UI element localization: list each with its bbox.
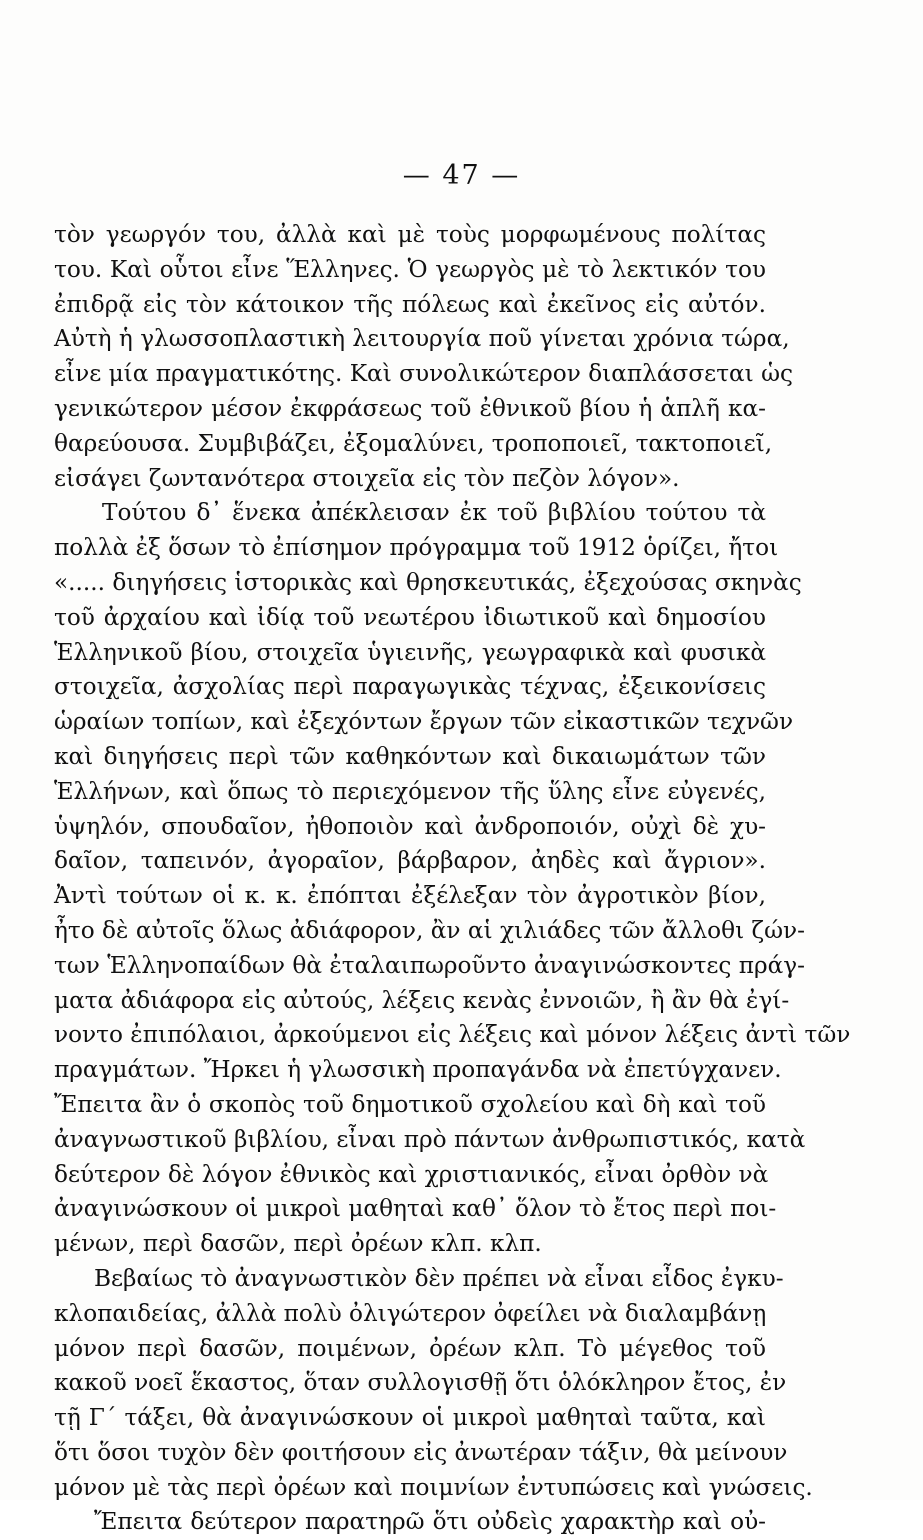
text-line: νοντο ἐπιπόλαιοι, ἀρκούμενοι εἰς λέξεις καὶ μόνον λέξεις ἀντὶ τῶν bbox=[54, 1021, 851, 1049]
page-number: — 47 — bbox=[402, 160, 521, 191]
body-text bbox=[54, 218, 851, 1540]
text-line: κλοπαιδείας, ἀλλὰ πολὺ ὀλιγώτερον ὀφείλει νὰ διαλαμβάνῃ bbox=[54, 1299, 767, 1327]
text-line: Ἀντὶ τούτων οἱ κ. κ. ἐπόπται ἐξέλεξαν τὸν ἀγροτικὸν βίον, bbox=[54, 882, 766, 910]
text-line: των Ἑλληνοπαίδων θὰ ἐταλαιπωροῦντο ἀναγινώσκοντες πράγ- bbox=[54, 951, 805, 979]
text-line: ματα ἀδιάφορα εἰς αὐτούς, λέξεις κενὰς ἐννοιῶν, ἢ ἂν θὰ ἐγί- bbox=[54, 986, 790, 1014]
text-line: πολλὰ ἐξ ὅσων τὸ ἐπίσημον πρόγραμμα τοῦ 1912 ὁρίζει, ἤτοι bbox=[54, 534, 779, 562]
text-line: Αὐτὴ ἡ γλωσσοπλαστικὴ λειτουργία ποῦ γίνεται χρόνια τώρα, bbox=[54, 325, 790, 353]
text-line: δεύτερον δὲ λόγον ἐθνικὸς καὶ χριστιανικός, εἶναι ὀρθὸν νὰ bbox=[54, 1160, 769, 1188]
text-line: γενικώτερον μέσον ἐκφράσεως τοῦ ἐθνικοῦ βίου ἡ ἁπλῆ κα- bbox=[54, 394, 766, 422]
text-line: τοῦ ἀρχαίου καὶ ἰδίᾳ τοῦ νεωτέρου ἰδιωτικοῦ καὶ δημοσίου bbox=[54, 603, 766, 631]
text-line: κακοῦ νοεῖ ἕκαστος, ὅταν συλλογισθῇ ὅτι ὁλόκληρον ἔτος, ἐν bbox=[54, 1369, 787, 1397]
text-line: ὑψηλόν, σπουδαῖον, ἠθοποιὸν καὶ ἀνδροποιόν, οὐχὶ δὲ χυ- bbox=[54, 812, 766, 840]
text-line: ὡραίων τοπίων, καὶ ἐξεχόντων ἔργων τῶν εἰκαστικῶν τεχνῶν bbox=[54, 708, 794, 736]
text-line: Ἑλληνικοῦ βίου, στοιχεῖα ὑγιεινῆς, γεωγραφικὰ καὶ φυσικὰ bbox=[54, 638, 766, 666]
text-line: τὸν γεωργόν του, ἀλλὰ καὶ μὲ τοὺς μορφωμένους πολίτας bbox=[54, 221, 766, 248]
text-line: ἀναγνωστικοῦ βιβλίου, εἶναι πρὸ πάντων ἀνθρωπιστικός, κατὰ bbox=[54, 1125, 806, 1153]
text-line: του. Καὶ οὗτοι εἶνε Ἕλληνες. Ὁ γεωργὸς μὲ τὸ λεκτικόν του bbox=[54, 255, 766, 283]
text-line: Τούτου δ᾽ ἕνεκα ἀπέκλεισαν ἐκ τοῦ βιβλίου τούτου τὰ bbox=[102, 499, 766, 527]
text-line: ἦτο δὲ αὐτοῖς ὅλως ἀδιάφορον, ἂν αἱ χιλιάδες τῶν ἄλλοθι ζών- bbox=[54, 916, 805, 944]
text-line: μένων, περὶ δασῶν, περὶ ὀρέων κλπ. κλπ. bbox=[54, 1230, 542, 1258]
text-line: μόνον περὶ δασῶν, ποιμένων, ὀρέων κλπ. Τὸ μέγεθος τοῦ bbox=[54, 1334, 766, 1362]
text-line: πραγμάτων. Ἤρκει ἡ γλωσσικὴ προπαγάνδα νὰ ἐπετύγχανεν. bbox=[54, 1056, 782, 1084]
text-line: εἶνε μία πραγματικότης. Καὶ συνολικώτερον διαπλάσσεται ὡς bbox=[54, 360, 794, 388]
text-line: τῇ Γ΄ τάξει, θὰ ἀναγινώσκουν οἱ μικροὶ μαθηταὶ ταῦτα, καὶ bbox=[54, 1404, 766, 1432]
text-line: ὅτι ὅσοι τυχὸν δὲν φοιτήσουν εἰς ἀνωτέραν τάξιν, θὰ μείνουν bbox=[54, 1438, 788, 1466]
text-line: εἰσάγει ζωντανότερα στοιχεῖα εἰς τὸν πεζὸν λόγον». bbox=[54, 464, 680, 492]
text-line: Ἔπειτα ἂν ὁ σκοπὸς τοῦ δημοτικοῦ σχολείου καὶ δὴ καὶ τοῦ bbox=[54, 1090, 766, 1118]
text-line: ἐπιδρᾷ εἰς τὸν κάτοικον τῆς πόλεως καὶ ἐκεῖνος εἰς αὐτόν. bbox=[54, 290, 766, 318]
text-line: στοιχεῖα, ἀσχολίας περὶ παραγωγικὰς τέχνας, ἐξεικονίσεις bbox=[54, 673, 766, 701]
text-line: ἀναγινώσκουν οἱ μικροὶ μαθηταὶ καθ᾽ ὅλον τὸ ἔτος περὶ ποι- bbox=[54, 1195, 777, 1223]
text-line: δαῖον, ταπεινόν, ἀγοραῖον, βάρβαρον, ἀηδὲς καὶ ἄγριον». bbox=[54, 847, 766, 875]
text-line: Ἑλλήνων, καὶ ὅπως τὸ περιεχόμενον τῆς ὕλης εἶνε εὐγενές, bbox=[54, 777, 766, 805]
text-line: θαρεύουσα. Συμβιβάζει, ἐξομαλύνει, τροποποιεῖ, τακτοποιεῖ, bbox=[54, 429, 773, 457]
text-line: «..... διηγήσεις ἱστορικὰς καὶ θρησκευτικάς, ἐξεχούσας σκηνὰς bbox=[54, 568, 802, 596]
text-line: καὶ διηγήσεις περὶ τῶν καθηκόντων καὶ δικαιωμάτων τῶν bbox=[54, 742, 766, 770]
text-line: Βεβαίως τὸ ἀναγνωστικὸν δὲν πρέπει νὰ εἶναι εἶδος ἐγκυ- bbox=[94, 1264, 784, 1292]
text-line: μόνον μὲ τὰς περὶ ὀρέων καὶ ποιμνίων ἐντυπώσεις καὶ γνώσεις. bbox=[54, 1473, 813, 1501]
text-line: Ἔπειτα δεύτερον παρατηρῶ ὅτι οὐδεὶς χαρακτὴρ καὶ οὐ- bbox=[94, 1508, 766, 1536]
